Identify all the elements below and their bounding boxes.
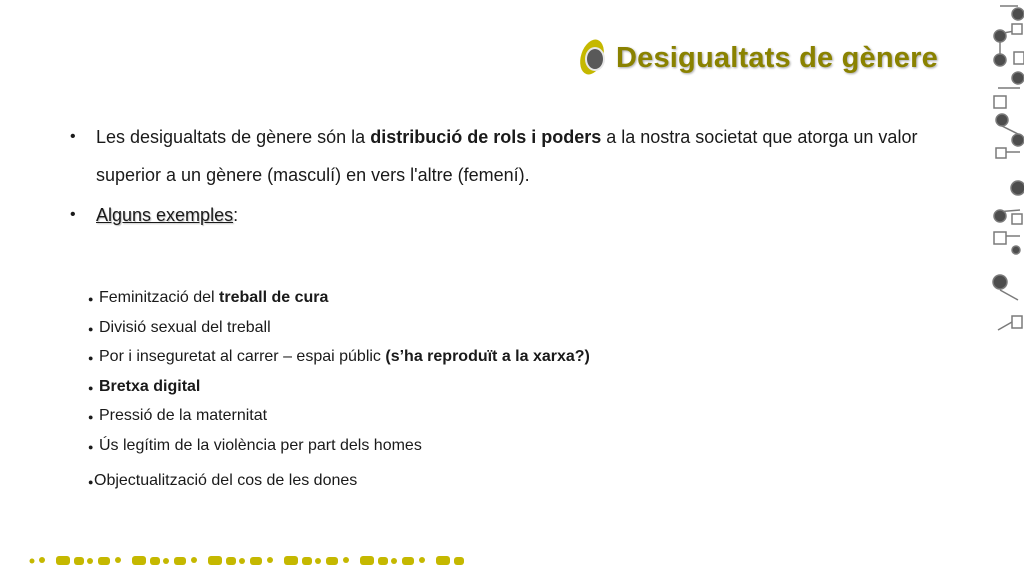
example-item: ● Por i inseguretat al carrer – espai públic (s’ha reproduït a la xarxa?)	[88, 342, 788, 372]
bullet-dot: •	[70, 206, 76, 223]
example-item: ● Objectualització del cos de les dones	[88, 466, 788, 496]
example-item: ● Pressió de la maternitat	[88, 401, 788, 431]
small-bullet-dot: ●	[88, 412, 94, 422]
main-bullet-list	[70, 118, 950, 234]
small-bullet-dot: ●	[88, 382, 94, 393]
main-bullet	[70, 196, 950, 234]
olive-ring-icon	[578, 38, 608, 78]
examples-list	[88, 283, 788, 496]
bullet-suffix: :	[233, 205, 239, 225]
example-item: ● Feminització del treball de cura	[88, 283, 788, 313]
circuit-chain-decoration	[990, 0, 1024, 340]
example-item: ● Divisió sexual del treball	[88, 313, 788, 343]
small-bullet-dot: ●	[88, 477, 94, 487]
bullet-text: Alguns exemples	[96, 205, 234, 225]
slide-title: Desigualtats de gènere	[616, 41, 938, 74]
bullet-dot: •	[70, 128, 76, 145]
small-bullet-dot: ●	[88, 441, 94, 452]
small-bullet-dot: ●	[88, 323, 94, 334]
dotted-stripe-decoration	[28, 552, 468, 568]
bullet-text: Les desigualtats de gènere són la distribució de rols i poders a la nostra societat que atorga un valor superior a un gènere (masculí) en vers l'altre (femení).	[96, 127, 918, 185]
small-bullet-dot: ●	[88, 353, 94, 363]
title-area	[578, 38, 938, 78]
example-item: ● Bretxa digital	[88, 372, 788, 402]
example-item: ● Ús legítim de la violència per part dels homes	[88, 431, 788, 461]
small-bullet-dot: ●	[88, 294, 94, 304]
main-bullet	[70, 118, 950, 194]
